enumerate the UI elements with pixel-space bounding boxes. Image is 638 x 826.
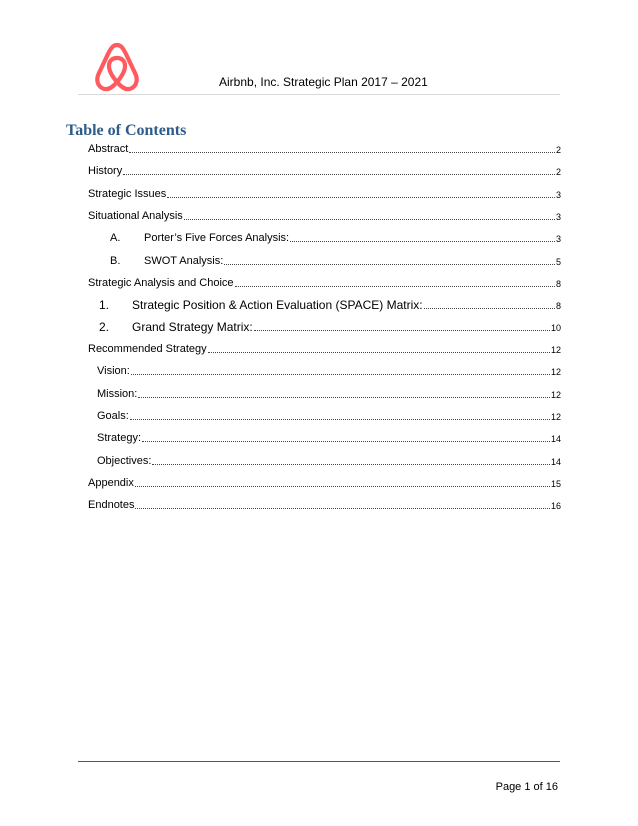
toc-entry-number: 1.: [99, 298, 110, 312]
toc-entry-page: 14: [550, 457, 561, 467]
header-divider: [78, 94, 560, 95]
toc-entry-label: Strategic Position & Action Evaluation (SPACE) Matrix:: [132, 298, 423, 312]
dot-leader: [224, 260, 555, 265]
toc-entry-page: 16: [550, 501, 561, 511]
toc-entry-vision[interactable]: [97, 360, 561, 378]
toc-entry-page: 12: [550, 345, 561, 355]
toc-entry-label: Vision:: [97, 365, 130, 377]
dot-leader: [167, 193, 555, 198]
toc-entry-abstract[interactable]: [88, 138, 561, 156]
dot-leader: [138, 393, 550, 398]
dot-leader: [235, 282, 555, 287]
header-title: Airbnb, Inc. Strategic Plan 2017 – 2021: [219, 75, 428, 89]
toc-entry-page: 12: [550, 367, 561, 377]
dot-leader: [129, 148, 555, 153]
toc-entry-space-matrix[interactable]: [99, 294, 561, 312]
dot-leader: [135, 504, 550, 509]
dot-leader: [152, 460, 550, 465]
toc-entry-label: Grand Strategy Matrix:: [132, 320, 253, 334]
toc-entry-page: 12: [550, 390, 561, 400]
page-header: [0, 0, 638, 100]
toc-entry-porters-five-forces[interactable]: [110, 227, 561, 245]
toc-entry-strategic-issues[interactable]: [88, 183, 561, 201]
toc-entry-endnotes[interactable]: [88, 494, 561, 512]
toc-entry-strategy[interactable]: [97, 427, 561, 445]
dot-leader: [130, 415, 550, 420]
toc-heading: Table of Contents: [66, 122, 187, 139]
toc-entry-grand-strategy-matrix[interactable]: [99, 316, 561, 334]
toc-entry-label: Appendix: [88, 477, 134, 489]
toc-entry-label: History: [88, 165, 123, 177]
toc-entry-number: 2.: [99, 320, 110, 334]
dot-leader: [424, 304, 555, 309]
toc-entry-label: SWOT Analysis:: [144, 255, 224, 267]
toc-entry-page: 8: [555, 301, 561, 311]
toc-entry-label: Endnotes: [88, 499, 135, 511]
dot-leader: [123, 170, 555, 175]
toc-entry-mission[interactable]: [97, 383, 561, 401]
toc-entry-label: Strategic Analysis and Choice: [88, 277, 234, 289]
toc-entry-label: Goals:: [97, 410, 129, 422]
toc-entry-page: 2: [555, 167, 561, 177]
toc-entry-label: Recommended Strategy: [88, 343, 207, 355]
footer-divider: [78, 761, 560, 762]
toc-entry-goals[interactable]: [97, 405, 561, 423]
page-number: Page 1 of 16: [495, 781, 558, 793]
toc-entry-label: Porter’s Five Forces Analysis:: [144, 232, 290, 244]
toc-entry-page: 3: [555, 190, 561, 200]
toc-entry-history[interactable]: [88, 160, 561, 178]
toc-entry-label: Objectives:: [97, 455, 152, 467]
toc-entry-page: 5: [555, 257, 561, 267]
toc-entry-label: Strategy:: [97, 432, 142, 444]
toc-entry-situational-analysis[interactable]: [88, 205, 561, 223]
toc-entry-number: A.: [110, 232, 121, 244]
dot-leader: [142, 437, 550, 442]
toc-entry-label: Situational Analysis: [88, 210, 183, 222]
toc-entry-page: 3: [555, 212, 561, 222]
dot-leader: [184, 215, 555, 220]
toc-entry-recommended-strategy[interactable]: [88, 338, 561, 356]
toc-entry-strategic-analysis-choice[interactable]: [88, 272, 561, 290]
dot-leader: [131, 370, 550, 375]
toc-entry-number: B.: [110, 255, 121, 267]
toc-entry-page: 3: [555, 234, 561, 244]
toc-entry-page: 2: [555, 145, 561, 155]
toc-entry-page: 8: [555, 279, 561, 289]
toc-entry-page: 14: [550, 434, 561, 444]
dot-leader: [254, 326, 550, 331]
toc-entry-swot-analysis[interactable]: [110, 250, 561, 268]
toc-entry-label: Mission:: [97, 388, 138, 400]
toc-entry-page: 12: [550, 412, 561, 422]
toc-entry-appendix[interactable]: [88, 472, 561, 490]
toc-entry-page: 15: [550, 479, 561, 489]
dot-leader: [290, 237, 555, 242]
toc-entry-label: Abstract: [88, 143, 129, 155]
airbnb-logo-icon: [92, 41, 142, 93]
dot-leader: [135, 482, 550, 487]
dot-leader: [208, 348, 550, 353]
toc-entry-label: Strategic Issues: [88, 188, 167, 200]
toc-entry-page: 10: [550, 323, 561, 333]
toc-entry-objectives[interactable]: [97, 450, 561, 468]
